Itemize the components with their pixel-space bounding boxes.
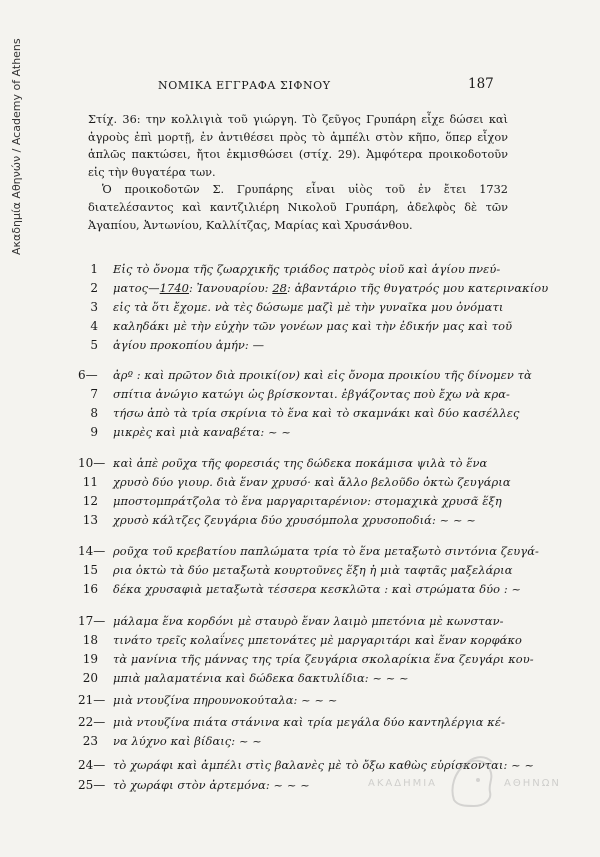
commentary-paragraph-1: Στίχ. 36: την κολλιγιὰ τοῦ γιώργη. Τὸ ζεῦγος Γρυπάρη εἶχε δώσει καὶ ἀγροὺς ἐπὶ μορτῇ, ἐν ἀντιθέσει πρὸς τὸ ἀμπέλι στὸν κῆπο, ὅπερ εἶχον ἁπλῶς πακτώσει, ἤτοι ἐκμισθώσει (στίχ. 29). Ἀμφότερα προικοδοτοῦν εἰς τὴν θυγατέρα των. <box>88 113 508 179</box>
line-number: 9 <box>90 425 98 439</box>
line-text: δέκα χρυσαφιὰ μεταξωτὰ τέσσερα κεσκλῶτα : καὶ στρώματα δύο : ~ <box>113 582 522 596</box>
line-text: τινάτο τρεῖς κολαΐνες μπετονάτες μὲ μαργαριτάρι καὶ ἕναν κορφάκο <box>113 633 522 647</box>
line-text: καληδάκι μὲ τὴν εὐχὴν τῶν γονέων μας καὶ τὴν ἐδικήν μας καὶ τοῦ <box>113 319 513 333</box>
line-number: 20 <box>82 671 98 685</box>
running-title: ΝΟΜΙΚΑ ΕΓΓΡΑΦΑ ΣΙΦΝΟΥ <box>158 79 331 92</box>
line-number: 4 <box>90 319 98 333</box>
transcription-line <box>0 581 600 601</box>
line-text-part: ματος— <box>113 281 160 295</box>
line-number-value: 24 <box>78 758 94 772</box>
transcription-line <box>0 455 600 475</box>
line-number-value: 22 <box>78 715 94 729</box>
line-text: σπίτια ἀνώγιο κατώγι ὡς βρίσκονται. ἐβγάζοντας ποὺ ἔχω νὰ κρα- <box>113 387 510 401</box>
line-number: 24— <box>78 758 106 772</box>
line-text: καὶ ἀπὲ ροῦχα τῆς φορεσιάς της δώδεκα ποκάμισα ψιλὰ τὸ ἕνα <box>113 456 488 470</box>
line-number: 22— <box>78 715 106 729</box>
line-number: 18 <box>82 633 98 647</box>
line-number: 23 <box>82 734 98 748</box>
line-text <box>113 280 548 296</box>
transcription-line <box>0 337 600 357</box>
line-text: ἀρº : καὶ πρῶτον διὰ προικί(ον) καὶ εἰς ὄνομα προικίου τῆς δίνομεν τὰ <box>113 368 532 382</box>
line-number: 3 <box>90 300 98 314</box>
transcription-line <box>0 493 600 513</box>
line-number: 8 <box>90 406 98 420</box>
line-text: τὸ χωράφι στὸν ἀρτεμόνα: ~ ~ ~ <box>113 778 310 792</box>
line-number: 10— <box>78 456 106 470</box>
line-number: 19 <box>82 652 98 666</box>
line-text: μικρὲς καὶ μιὰ καναβέτα: ~ ~ <box>113 425 292 439</box>
line-number-value: 25 <box>78 778 94 792</box>
athena-head-icon <box>444 750 500 810</box>
line-text: μποστομπράτζολα τὸ ἕνα μαργαριταρένιον: στομαχικὰ χρυσᾶ ἕξη <box>113 494 502 508</box>
line-number: 5 <box>90 338 98 352</box>
line-number-value: 17 <box>78 614 94 628</box>
line-text: ρια ὀκτὼ τὰ δύο μεταξωτὰ κουρτοῦνες ἕξη ἡ μιὰ ταφτᾶς μαξελάρια <box>113 563 513 577</box>
line-text: Εἰς τὸ ὄνομα τῆς ζωαρχικῆς τριάδος πατρὸς υἱοῦ καὶ ἁγίου πνεύ- <box>113 262 501 276</box>
line-number: 12 <box>82 494 98 508</box>
line-text: τὰ μανίνια τῆς μάννας της τρία ζευγάρια σκολαρίκια ἕνα ζευγάρι κου- <box>113 652 534 666</box>
transcription-line <box>0 543 600 563</box>
transcription-line <box>0 367 600 387</box>
line-text: τὸ χωράφι καὶ ἀμπέλι στὶς βαλανὲς μὲ τὸ ὄξω καθὼς εὑρίσκονται: ~ ~ <box>113 758 535 772</box>
line-number: 7 <box>90 387 98 401</box>
line-number: 16 <box>82 582 98 596</box>
transcription-line <box>0 424 600 444</box>
transcription-line <box>0 512 600 532</box>
transcription-line <box>0 299 600 319</box>
line-number: 1 <box>90 262 98 276</box>
line-number: 17— <box>78 614 106 628</box>
transcription-line <box>0 386 600 406</box>
transcription-line <box>0 562 600 582</box>
academy-watermark <box>368 750 568 810</box>
line-text: ροῦχα τοῦ κρεβατίου παπλώματα τρία τὸ ἕνα μεταξωτὸ σιντόνια ζευγά- <box>113 544 539 558</box>
commentary-paragraph-2: Ὁ προικοδοτῶν Σ. Γρυπάρης εἶναι υἱὸς τοῦ ἐν ἔτει 1732 διατελέσαντος καὶ καντζιλιέρη Νικολοῦ Γρυπάρη, ἀδελφὸς δὲ τῶν Ἀγαπίου, Ἀντωνίου, Καλλίτζας, Μαρίας καὶ Χρυσάνθου. <box>88 183 508 232</box>
transcription-line <box>0 405 600 425</box>
line-number-value: 10 <box>78 456 94 470</box>
line-number: 25— <box>78 778 106 792</box>
transcription-line <box>0 261 600 281</box>
transcription-line <box>0 632 600 652</box>
transcription-line <box>0 318 600 338</box>
line-number: 15 <box>82 563 98 577</box>
line-number: 2 <box>90 281 98 295</box>
transcription-line <box>0 474 600 494</box>
page-number: 187 <box>468 76 494 92</box>
line-number: 14— <box>78 544 106 558</box>
watermark-right-text: ΑΘΗΝΩΝ <box>504 778 561 789</box>
line-number-value: 6 <box>78 368 86 382</box>
line-number: 11 <box>82 475 98 489</box>
transcription-line <box>0 613 600 633</box>
archive-side-label: Ακαδημία Αθηνών / Academy of Athens <box>10 38 23 255</box>
underlined-day: 28 <box>272 281 288 295</box>
transcription-line <box>0 714 600 734</box>
underlined-year: 1740 <box>159 281 190 295</box>
line-text: να λύχνο καὶ βίδαις: ~ ~ <box>113 734 262 748</box>
line-number-value: 21 <box>78 693 94 707</box>
line-number: 21— <box>78 693 106 707</box>
line-text: χρυσὸ δύο γιουρ. διὰ ἕναν χρυσό· καὶ ἄλλο βελοῦδο ὀκτὼ ζευγάρια <box>113 475 511 489</box>
line-text: μάλαμα ἕνα κορδόνι μὲ σταυρὸ ἕναν λαιμὸ μπετόνια μὲ κωνσταν- <box>113 614 504 628</box>
line-text-part: : Ἰανουαρίου: <box>189 281 273 295</box>
line-text: εἰς τὰ ὅτι ἔχομε. νὰ τὲς δώσωμε μαζὶ μὲ τὴν γυναῖκα μου ὀνόματι <box>113 300 504 314</box>
transcription-line <box>0 651 600 671</box>
line-number: 13 <box>82 513 98 527</box>
transcription-line <box>0 670 600 690</box>
line-text: μιὰ ντουζίνα πιάτα στάνινα καὶ τρία μεγάλα δύο καντηλέργια κέ- <box>113 715 506 729</box>
line-text: μπιὰ μαλαματένια καὶ δώδεκα δακτυλίδια: ~ ~ ~ <box>113 671 409 685</box>
line-text: τήσω ἀπὸ τὰ τρία σκρίνια τὸ ἕνα καὶ τὸ σκαμνάκι καὶ δύο κασέλλες <box>113 406 520 420</box>
line-text-part: : ἀβαντάριο τῆς θυγατρός μου κατερινακίου <box>287 281 549 295</box>
transcription-line <box>0 692 600 712</box>
transcription-line <box>0 280 600 300</box>
line-number-value: 14 <box>78 544 94 558</box>
line-text: ἁγίου προκοπίου ἀμήν: — <box>113 338 265 352</box>
line-number: 6— <box>78 368 98 382</box>
line-text: μιὰ ντουζίνα πηρουνοκούταλα: ~ ~ ~ <box>113 693 338 707</box>
watermark-left-text: ΑΚΑΔΗΜΙΑ <box>368 778 438 789</box>
line-text: χρυσὸ κάλτζες ζευγάρια δύο χρυσόμπολα χρυσοποδιά: ~ ~ ~ <box>113 513 476 527</box>
